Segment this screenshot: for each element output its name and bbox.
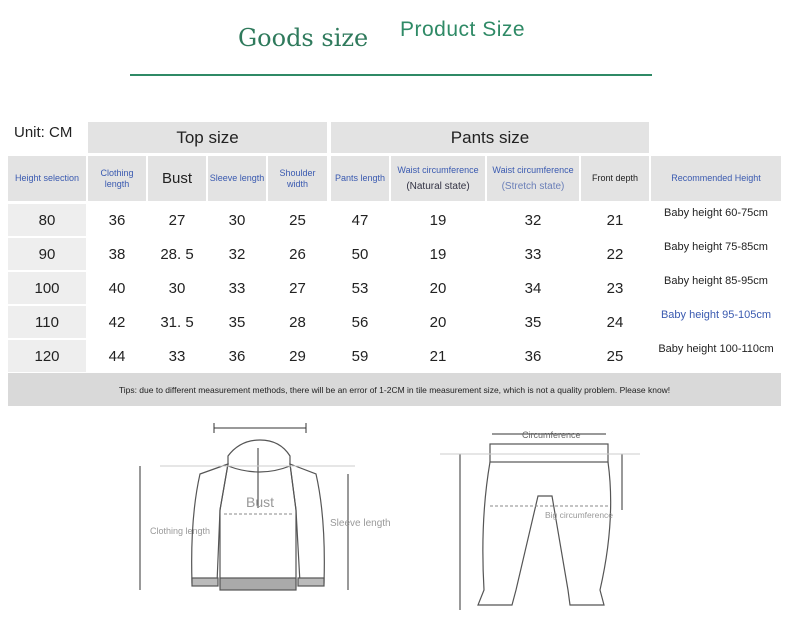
left-cuff xyxy=(192,578,218,586)
hood-outline xyxy=(228,440,290,472)
header-sleeve-length: Sleeve length xyxy=(208,156,266,201)
cell-clothing-length: 42 xyxy=(88,306,146,338)
tips-note: Tips: due to different measurement methods, there will be an error of 1-2CM in tile measurement size, which is not a quality problem. Please know! xyxy=(8,373,781,406)
cell-clothing-length: 40 xyxy=(88,272,146,304)
header-waist-stretch xyxy=(487,156,579,201)
cell-height: 90 xyxy=(8,238,86,270)
diagram-big-circumference-label: Big circumference xyxy=(545,510,614,520)
cell-pants-length: 47 xyxy=(331,204,389,236)
cell-height: 100 xyxy=(8,272,86,304)
right-sleeve-outline xyxy=(290,464,324,583)
cell-front-depth: 25 xyxy=(581,340,649,372)
cell-front-depth: 21 xyxy=(581,204,649,236)
header-clothing-length: Clothing length xyxy=(88,156,146,201)
title-cn: Goods size xyxy=(238,24,369,52)
hem-band xyxy=(220,578,296,590)
left-sleeve-outline xyxy=(192,464,228,583)
cell-waist-natural: 21 xyxy=(391,340,485,372)
header-recommended-height: Recommended Height xyxy=(651,156,781,201)
cell-waist-natural: 19 xyxy=(391,204,485,236)
cell-front-depth: 22 xyxy=(581,238,649,270)
header-bust: Bust xyxy=(148,156,206,201)
cell-clothing-length: 44 xyxy=(88,340,146,372)
cell-sleeve-length: 33 xyxy=(208,272,266,304)
waistband-outline xyxy=(490,444,608,462)
title-divider xyxy=(130,74,652,76)
cell-waist-stretch: 35 xyxy=(487,306,579,338)
cell-sleeve-length: 30 xyxy=(208,204,266,236)
cell-front-depth: 23 xyxy=(581,272,649,304)
cell-bust: 31. 5 xyxy=(148,306,206,338)
diagram-clothing-length-label: Clothing length xyxy=(150,526,211,536)
cell-shoulder-width: 27 xyxy=(268,272,327,304)
header-waist-stretch-sub: (Stretch state) xyxy=(501,181,565,192)
cell-sleeve-length: 32 xyxy=(208,238,266,270)
cell-recommended-height: Baby height 100-110cm xyxy=(651,340,781,372)
right-cuff xyxy=(298,578,324,586)
cell-sleeve-length: 35 xyxy=(208,306,266,338)
cell-waist-stretch: 32 xyxy=(487,204,579,236)
cell-waist-natural: 19 xyxy=(391,238,485,270)
header-height-selection: Height selection xyxy=(8,156,86,201)
cell-pants-length: 50 xyxy=(331,238,389,270)
cell-waist-stretch: 34 xyxy=(487,272,579,304)
cell-recommended-height: Baby height 85-95cm xyxy=(651,272,781,304)
cell-waist-natural: 20 xyxy=(391,306,485,338)
header-shoulder-width: Shoulder width xyxy=(268,156,327,201)
pants-outline xyxy=(478,462,614,605)
header-waist-natural-label: Waist circumference xyxy=(397,165,479,175)
cell-shoulder-width: 26 xyxy=(268,238,327,270)
cell-height: 120 xyxy=(8,340,86,372)
cell-front-depth: 24 xyxy=(581,306,649,338)
diagram-sleeve-length-label: Sleeve length xyxy=(330,518,391,529)
diagram-circumference-label: Circumference xyxy=(522,430,581,440)
cell-pants-length: 59 xyxy=(331,340,389,372)
header-waist-natural-sub: (Natural state) xyxy=(406,181,470,192)
title-en: Product Size xyxy=(400,18,526,41)
cell-shoulder-width: 25 xyxy=(268,204,327,236)
group-pants-size: Pants size xyxy=(331,122,649,153)
cell-height: 80 xyxy=(8,204,86,236)
cell-shoulder-width: 29 xyxy=(268,340,327,372)
top-garment-diagram xyxy=(130,418,391,598)
cell-clothing-length: 36 xyxy=(88,204,146,236)
group-top-size: Top size xyxy=(88,122,327,153)
diagram-bust-label: Bust xyxy=(246,494,275,510)
cell-waist-stretch: 33 xyxy=(487,238,579,270)
header-waist-stretch-label: Waist circumference xyxy=(492,165,574,175)
cell-sleeve-length: 36 xyxy=(208,340,266,372)
cell-recommended-height: Baby height 95-105cm xyxy=(651,306,781,338)
header-pants-length: Pants length xyxy=(331,156,389,201)
cell-waist-stretch: 36 xyxy=(487,340,579,372)
cell-recommended-height: Baby height 75-85cm xyxy=(651,238,781,270)
pants-diagram xyxy=(440,420,640,620)
header-front-depth: Front depth xyxy=(581,156,649,201)
cell-bust: 30 xyxy=(148,272,206,304)
cell-clothing-length: 38 xyxy=(88,238,146,270)
cell-bust: 33 xyxy=(148,340,206,372)
cell-waist-natural: 20 xyxy=(391,272,485,304)
cell-bust: 27 xyxy=(148,204,206,236)
unit-label: Unit: CM xyxy=(14,124,73,141)
cell-bust: 28. 5 xyxy=(148,238,206,270)
cell-recommended-height: Baby height 60-75cm xyxy=(651,204,781,236)
header-waist-natural xyxy=(391,156,485,201)
cell-pants-length: 53 xyxy=(331,272,389,304)
cell-shoulder-width: 28 xyxy=(268,306,327,338)
cell-pants-length: 56 xyxy=(331,306,389,338)
cell-height: 110 xyxy=(8,306,86,338)
